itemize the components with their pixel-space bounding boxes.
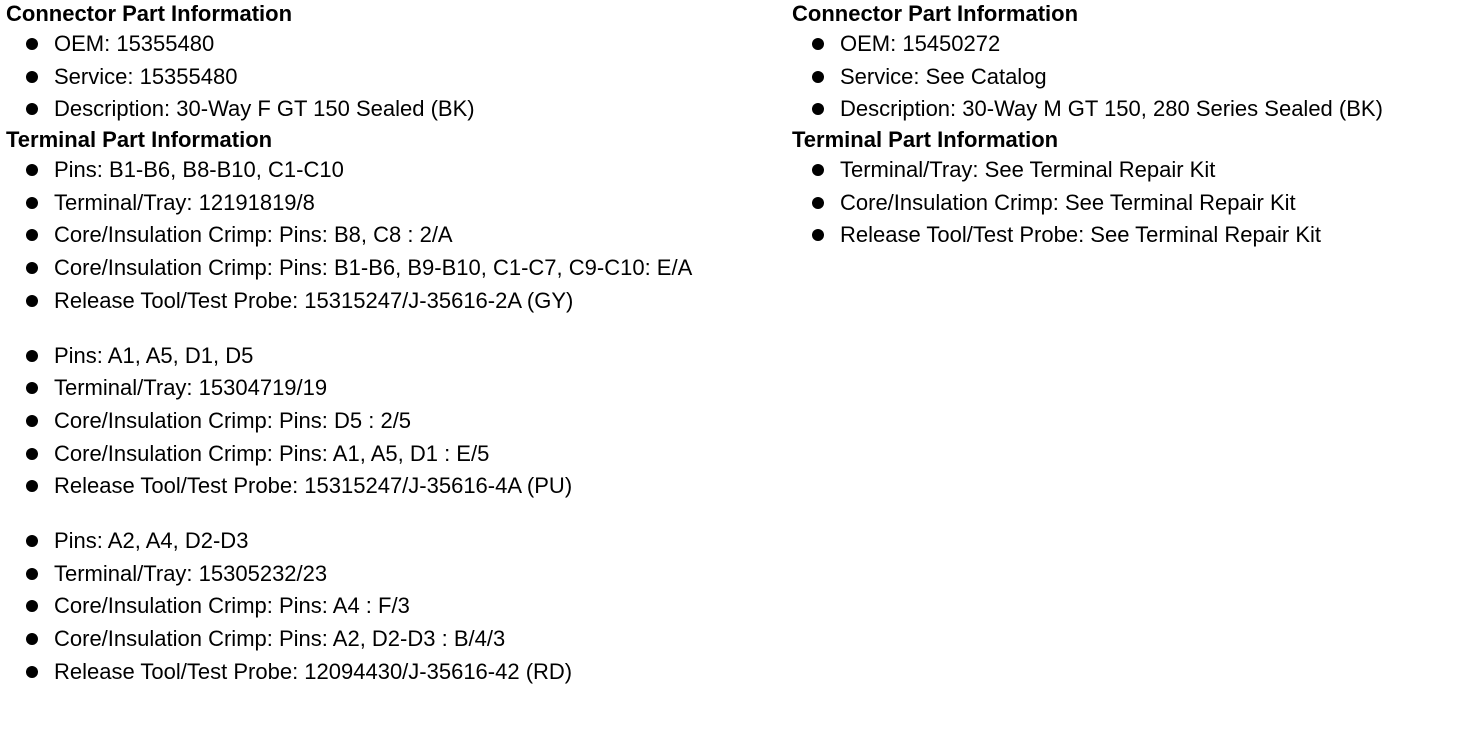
bullet-icon — [26, 38, 38, 50]
list-item-text: Terminal/Tray: 15305232/23 — [54, 560, 328, 586]
terminal-group-1 — [792, 154, 1472, 252]
list-item-text: Core/Insulation Crimp: Pins: D5 : 2/5 — [54, 407, 412, 433]
right-connector-column — [792, 0, 1472, 252]
list-item — [6, 405, 786, 438]
list-item — [792, 61, 1472, 94]
list-item-text: Core/Insulation Crimp: Pins: A1, A5, D1 : E/5 — [54, 440, 490, 466]
list-item-text: Terminal/Tray: 12191819/8 — [54, 189, 315, 215]
terminal-group-2 — [6, 340, 786, 503]
bullet-icon — [812, 164, 824, 176]
list-item-text: Core/Insulation Crimp: See Terminal Repair Kit — [840, 189, 1296, 215]
connector-part-heading: Connector Part Information — [6, 1, 293, 26]
list-item — [6, 656, 786, 689]
bullet-icon — [26, 197, 38, 209]
bullet-icon — [26, 666, 38, 678]
connector-part-heading: Connector Part Information — [792, 1, 1079, 26]
bullet-icon — [26, 535, 38, 547]
list-item-text: OEM: 15355480 — [54, 31, 215, 56]
bullet-icon — [26, 103, 38, 115]
list-item-text: Description: 30-Way M GT 150, 280 Series Sealed (BK) — [840, 96, 1383, 122]
list-item-text: Pins: B1-B6, B8-B10, C1-C10 — [54, 157, 344, 183]
terminal-group-3 — [6, 525, 786, 688]
list-item — [6, 219, 786, 252]
list-item — [6, 590, 786, 623]
bullet-icon — [26, 448, 38, 460]
list-item-text: Service: 15355480 — [54, 63, 238, 89]
list-item — [6, 438, 786, 471]
list-item-text: Release Tool/Test Probe: 12094430/J-35616-42 (RD) — [54, 658, 573, 684]
bullet-icon — [26, 568, 38, 580]
list-item-text: Core/Insulation Crimp: Pins: B8, C8 : 2/A — [54, 222, 453, 248]
list-item — [792, 28, 1472, 61]
connector-part-list — [792, 28, 1472, 126]
bullet-icon — [812, 229, 824, 241]
bullet-icon — [812, 71, 824, 83]
list-item-text: Pins: A1, A5, D1, D5 — [54, 342, 254, 368]
bullet-icon — [26, 350, 38, 362]
list-item — [6, 93, 786, 126]
bullet-icon — [26, 164, 38, 176]
list-item-text: Core/Insulation Crimp: Pins: A4 : F/3 — [54, 593, 410, 619]
bullet-icon — [26, 71, 38, 83]
list-item — [6, 285, 786, 318]
bullet-icon — [26, 262, 38, 274]
list-item-text: Core/Insulation Crimp: Pins: B1-B6, B9-B10, C1-C7, C9-C10: E/A — [54, 255, 693, 281]
list-item-text: Terminal/Tray: See Terminal Repair Kit — [840, 157, 1216, 183]
list-item-text: Terminal/Tray: 15304719/19 — [54, 375, 328, 401]
list-item — [792, 93, 1472, 126]
bullet-icon — [26, 633, 38, 645]
bullet-icon — [26, 229, 38, 241]
list-item-text: Pins: A2, A4, D2-D3 — [54, 527, 249, 553]
bullet-icon — [26, 480, 38, 492]
list-item — [6, 558, 786, 591]
terminal-part-heading: Terminal Part Information — [6, 127, 273, 153]
list-item — [6, 525, 786, 558]
list-item — [6, 623, 786, 656]
list-item — [6, 187, 786, 220]
bullet-icon — [26, 415, 38, 427]
list-item — [6, 470, 786, 503]
list-item-text: OEM: 15450272 — [840, 31, 1001, 56]
bullet-icon — [812, 197, 824, 209]
list-item — [6, 340, 786, 373]
bullet-icon — [26, 600, 38, 612]
list-item — [792, 219, 1472, 252]
list-item-text: Core/Insulation Crimp: Pins: A2, D2-D3 : B/4/3 — [54, 626, 506, 651]
list-item — [792, 154, 1472, 187]
list-item — [792, 187, 1472, 220]
list-item-text: Release Tool/Test Probe: See Terminal Repair Kit — [840, 222, 1321, 248]
connector-part-list — [6, 28, 786, 126]
list-item — [6, 28, 786, 61]
list-item — [6, 252, 786, 285]
terminal-group-1 — [6, 154, 786, 317]
list-item — [6, 61, 786, 94]
bullet-icon — [812, 38, 824, 50]
list-item-text: Release Tool/Test Probe: 15315247/J-35616-2A (GY) — [54, 287, 574, 313]
left-connector-column — [6, 0, 786, 688]
bullet-icon — [26, 382, 38, 394]
list-item-text: Description: 30-Way F GT 150 Sealed (BK) — [54, 96, 475, 122]
terminal-part-heading: Terminal Part Information — [792, 127, 1059, 153]
list-item-text: Service: See Catalog — [840, 63, 1047, 89]
bullet-icon — [26, 295, 38, 307]
list-item-text: Release Tool/Test Probe: 15315247/J-35616-4A (PU) — [54, 473, 573, 499]
list-item — [6, 154, 786, 187]
list-item — [6, 372, 786, 405]
bullet-icon — [812, 103, 824, 115]
